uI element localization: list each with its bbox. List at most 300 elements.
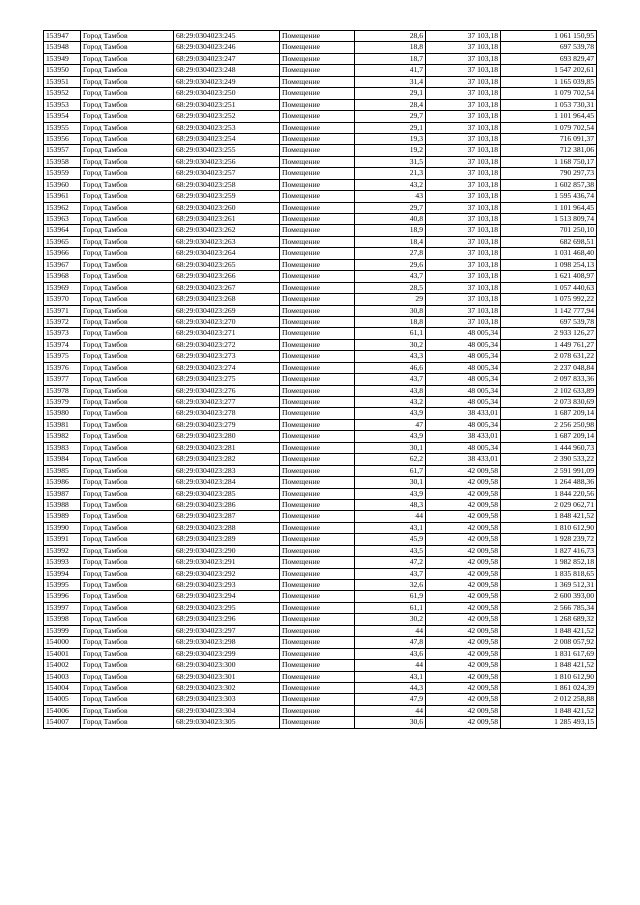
- city-name-cell: Город Тамбов: [81, 637, 174, 648]
- table-row: [44, 294, 597, 305]
- row-id-cell: 153992: [44, 545, 81, 556]
- cadastral-value-cell: 712 381,06: [501, 145, 597, 156]
- unit-value-cell: 42 009,58: [426, 591, 501, 602]
- city-name-cell: Город Тамбов: [81, 179, 174, 190]
- row-id-cell: 153994: [44, 568, 81, 579]
- unit-value-cell: 38 433,01: [426, 408, 501, 419]
- city-name-cell: Город Тамбов: [81, 465, 174, 476]
- table-row: [44, 602, 597, 613]
- object-type-cell: Помещение: [280, 534, 355, 545]
- object-type-cell: Помещение: [280, 328, 355, 339]
- table-row: [44, 397, 597, 408]
- city-name-cell: Город Тамбов: [81, 477, 174, 488]
- table-row: [44, 419, 597, 430]
- row-id-cell: 153989: [44, 511, 81, 522]
- cadastral-number-cell: 68:29:0304023:301: [174, 671, 280, 682]
- table-row: [44, 454, 597, 465]
- cadastral-value-cell: 1 810 612,90: [501, 522, 597, 533]
- unit-value-cell: 42 009,58: [426, 694, 501, 705]
- cadastral-value-cell: 1 142 777,94: [501, 305, 597, 316]
- unit-value-cell: 42 009,58: [426, 477, 501, 488]
- row-id-cell: 153973: [44, 328, 81, 339]
- area-cell: 31,5: [355, 156, 426, 167]
- area-cell: 43,3: [355, 351, 426, 362]
- city-name-cell: Город Тамбов: [81, 717, 174, 728]
- cadastral-number-cell: 68:29:0304023:297: [174, 625, 280, 636]
- cadastral-value-cell: 1 687 209,14: [501, 431, 597, 442]
- area-cell: 43,9: [355, 431, 426, 442]
- city-name-cell: Город Тамбов: [81, 431, 174, 442]
- area-cell: 29,1: [355, 122, 426, 133]
- object-type-cell: Помещение: [280, 111, 355, 122]
- city-name-cell: Город Тамбов: [81, 591, 174, 602]
- row-id-cell: 153957: [44, 145, 81, 156]
- unit-value-cell: 48 005,34: [426, 397, 501, 408]
- object-type-cell: Помещение: [280, 397, 355, 408]
- row-id-cell: 153950: [44, 65, 81, 76]
- cadastral-value-cell: 1 168 750,17: [501, 156, 597, 167]
- city-name-cell: Город Тамбов: [81, 351, 174, 362]
- row-id-cell: 153966: [44, 248, 81, 259]
- row-id-cell: 153984: [44, 454, 81, 465]
- area-cell: 19,2: [355, 145, 426, 156]
- row-id-cell: 153978: [44, 385, 81, 396]
- cadastral-number-cell: 68:29:0304023:267: [174, 282, 280, 293]
- table-row: [44, 362, 597, 373]
- object-type-cell: Помещение: [280, 133, 355, 144]
- cadastral-number-cell: 68:29:0304023:274: [174, 362, 280, 373]
- unit-value-cell: 38 433,01: [426, 454, 501, 465]
- row-id-cell: 153990: [44, 522, 81, 533]
- cadastral-value-cell: 1 595 436,74: [501, 191, 597, 202]
- unit-value-cell: 42 009,58: [426, 614, 501, 625]
- cadastral-number-cell: 68:29:0304023:304: [174, 705, 280, 716]
- table-row: [44, 259, 597, 270]
- table-row: [44, 557, 597, 568]
- cadastral-number-cell: 68:29:0304023:257: [174, 168, 280, 179]
- city-name-cell: Город Тамбов: [81, 499, 174, 510]
- cadastral-value-cell: 2 073 830,69: [501, 397, 597, 408]
- object-type-cell: Помещение: [280, 31, 355, 42]
- area-cell: 41,7: [355, 65, 426, 76]
- cadastral-number-cell: 68:29:0304023:280: [174, 431, 280, 442]
- unit-value-cell: 37 103,18: [426, 305, 501, 316]
- row-id-cell: 154001: [44, 648, 81, 659]
- city-name-cell: Город Тамбов: [81, 31, 174, 42]
- cadastral-number-cell: 68:29:0304023:247: [174, 53, 280, 64]
- object-type-cell: Помещение: [280, 580, 355, 591]
- cadastral-value-cell: 2 390 533,22: [501, 454, 597, 465]
- table-row: [44, 431, 597, 442]
- row-id-cell: 153993: [44, 557, 81, 568]
- table-row: [44, 625, 597, 636]
- cadastral-value-cell: 1 449 761,27: [501, 339, 597, 350]
- area-cell: 18,8: [355, 42, 426, 53]
- row-id-cell: 153970: [44, 294, 81, 305]
- unit-value-cell: 48 005,34: [426, 362, 501, 373]
- city-name-cell: Город Тамбов: [81, 580, 174, 591]
- unit-value-cell: 37 103,18: [426, 179, 501, 190]
- cadastral-number-cell: 68:29:0304023:276: [174, 385, 280, 396]
- cadastral-number-cell: 68:29:0304023:282: [174, 454, 280, 465]
- object-type-cell: Помещение: [280, 671, 355, 682]
- cadastral-value-cell: 1 513 809,74: [501, 214, 597, 225]
- cadastral-number-cell: 68:29:0304023:300: [174, 660, 280, 671]
- unit-value-cell: 37 103,18: [426, 225, 501, 236]
- table-row: [44, 534, 597, 545]
- table-row: [44, 545, 597, 556]
- area-cell: 44: [355, 705, 426, 716]
- unit-value-cell: 37 103,18: [426, 145, 501, 156]
- cadastral-number-cell: 68:29:0304023:283: [174, 465, 280, 476]
- cadastral-value-cell: 2 078 631,22: [501, 351, 597, 362]
- area-cell: 30,2: [355, 614, 426, 625]
- city-name-cell: Город Тамбов: [81, 648, 174, 659]
- cadastral-value-cell: 1 982 852,18: [501, 557, 597, 568]
- unit-value-cell: 37 103,18: [426, 133, 501, 144]
- area-cell: 43,2: [355, 179, 426, 190]
- table-row: [44, 614, 597, 625]
- unit-value-cell: 42 009,58: [426, 568, 501, 579]
- cadastral-value-cell: 2 591 991,09: [501, 465, 597, 476]
- table-row: [44, 591, 597, 602]
- table-row: [44, 717, 597, 728]
- object-type-cell: Помещение: [280, 156, 355, 167]
- table-row: [44, 88, 597, 99]
- object-type-cell: Помещение: [280, 202, 355, 213]
- table-row: [44, 236, 597, 247]
- cadastral-number-cell: 68:29:0304023:260: [174, 202, 280, 213]
- cadastral-value-cell: 1 264 488,36: [501, 477, 597, 488]
- cadastral-number-cell: 68:29:0304023:252: [174, 111, 280, 122]
- table-row: [44, 705, 597, 716]
- row-id-cell: 153963: [44, 214, 81, 225]
- cadastral-value-cell: 1 602 857,38: [501, 179, 597, 190]
- cadastral-value-cell: 1 075 992,22: [501, 294, 597, 305]
- object-type-cell: Помещение: [280, 65, 355, 76]
- unit-value-cell: 42 009,58: [426, 648, 501, 659]
- table-row: [44, 202, 597, 213]
- area-cell: 47,8: [355, 637, 426, 648]
- row-id-cell: 153999: [44, 625, 81, 636]
- cadastral-value-cell: 693 829,47: [501, 53, 597, 64]
- area-cell: 61,7: [355, 465, 426, 476]
- table-row: [44, 282, 597, 293]
- table-row: [44, 580, 597, 591]
- cadastral-value-table: [43, 30, 597, 729]
- city-name-cell: Город Тамбов: [81, 42, 174, 53]
- object-type-cell: Помещение: [280, 705, 355, 716]
- unit-value-cell: 37 103,18: [426, 111, 501, 122]
- unit-value-cell: 37 103,18: [426, 99, 501, 110]
- cadastral-number-cell: 68:29:0304023:285: [174, 488, 280, 499]
- area-cell: 44: [355, 625, 426, 636]
- cadastral-value-cell: 697 539,78: [501, 42, 597, 53]
- unit-value-cell: 42 009,58: [426, 682, 501, 693]
- object-type-cell: Помещение: [280, 385, 355, 396]
- table-row: [44, 374, 597, 385]
- cadastral-value-cell: 1 848 421,52: [501, 511, 597, 522]
- cadastral-value-cell: 1 079 702,54: [501, 122, 597, 133]
- city-name-cell: Город Тамбов: [81, 568, 174, 579]
- object-type-cell: Помещение: [280, 122, 355, 133]
- unit-value-cell: 37 103,18: [426, 294, 501, 305]
- row-id-cell: 154002: [44, 660, 81, 671]
- city-name-cell: Город Тамбов: [81, 65, 174, 76]
- object-type-cell: Помещение: [280, 53, 355, 64]
- object-type-cell: Помещение: [280, 682, 355, 693]
- area-cell: 29,7: [355, 111, 426, 122]
- row-id-cell: 153960: [44, 179, 81, 190]
- unit-value-cell: 42 009,58: [426, 522, 501, 533]
- unit-value-cell: 42 009,58: [426, 625, 501, 636]
- area-cell: 43,7: [355, 568, 426, 579]
- table-row: [44, 351, 597, 362]
- area-cell: 47,9: [355, 694, 426, 705]
- cadastral-number-cell: 68:29:0304023:268: [174, 294, 280, 305]
- cadastral-value-cell: 1 827 416,73: [501, 545, 597, 556]
- area-cell: 61,1: [355, 602, 426, 613]
- object-type-cell: Помещение: [280, 294, 355, 305]
- city-name-cell: Город Тамбов: [81, 694, 174, 705]
- cadastral-value-cell: 1 547 202,61: [501, 65, 597, 76]
- area-cell: 29,6: [355, 259, 426, 270]
- area-cell: 21,3: [355, 168, 426, 179]
- table-row: [44, 248, 597, 259]
- object-type-cell: Помещение: [280, 431, 355, 442]
- city-name-cell: Город Тамбов: [81, 545, 174, 556]
- area-cell: 43,9: [355, 408, 426, 419]
- row-id-cell: 153952: [44, 88, 81, 99]
- row-id-cell: 153997: [44, 602, 81, 613]
- unit-value-cell: 48 005,34: [426, 339, 501, 350]
- row-id-cell: 153996: [44, 591, 81, 602]
- unit-value-cell: 37 103,18: [426, 202, 501, 213]
- cadastral-number-cell: 68:29:0304023:264: [174, 248, 280, 259]
- cadastral-number-cell: 68:29:0304023:303: [174, 694, 280, 705]
- table-row: [44, 122, 597, 133]
- object-type-cell: Помещение: [280, 42, 355, 53]
- row-id-cell: 153972: [44, 316, 81, 327]
- area-cell: 30,1: [355, 442, 426, 453]
- unit-value-cell: 37 103,18: [426, 31, 501, 42]
- cadastral-number-cell: 68:29:0304023:273: [174, 351, 280, 362]
- object-type-cell: Помещение: [280, 316, 355, 327]
- area-cell: 45,9: [355, 534, 426, 545]
- object-type-cell: Помещение: [280, 191, 355, 202]
- area-cell: 28,4: [355, 99, 426, 110]
- city-name-cell: Город Тамбов: [81, 282, 174, 293]
- row-id-cell: 153985: [44, 465, 81, 476]
- unit-value-cell: 37 103,18: [426, 316, 501, 327]
- cadastral-number-cell: 68:29:0304023:289: [174, 534, 280, 545]
- unit-value-cell: 37 103,18: [426, 122, 501, 133]
- unit-value-cell: 37 103,18: [426, 271, 501, 282]
- cadastral-number-cell: 68:29:0304023:254: [174, 133, 280, 144]
- unit-value-cell: 42 009,58: [426, 499, 501, 510]
- cadastral-value-cell: 1 285 493,15: [501, 717, 597, 728]
- cadastral-value-cell: 1 444 960,73: [501, 442, 597, 453]
- area-cell: 29: [355, 294, 426, 305]
- table-row: [44, 660, 597, 671]
- cadastral-value-cell: 1 057 440,63: [501, 282, 597, 293]
- table-row: [44, 408, 597, 419]
- area-cell: 28,6: [355, 31, 426, 42]
- table-row: [44, 465, 597, 476]
- unit-value-cell: 48 005,34: [426, 328, 501, 339]
- cadastral-number-cell: 68:29:0304023:284: [174, 477, 280, 488]
- cadastral-number-cell: 68:29:0304023:253: [174, 122, 280, 133]
- city-name-cell: Город Тамбов: [81, 88, 174, 99]
- object-type-cell: Помещение: [280, 305, 355, 316]
- cadastral-number-cell: 68:29:0304023:302: [174, 682, 280, 693]
- cadastral-number-cell: 68:29:0304023:266: [174, 271, 280, 282]
- cadastral-number-cell: 68:29:0304023:259: [174, 191, 280, 202]
- object-type-cell: Помещение: [280, 614, 355, 625]
- cadastral-value-cell: 1 687 209,14: [501, 408, 597, 419]
- city-name-cell: Город Тамбов: [81, 259, 174, 270]
- city-name-cell: Город Тамбов: [81, 145, 174, 156]
- table-row: [44, 99, 597, 110]
- city-name-cell: Город Тамбов: [81, 111, 174, 122]
- row-id-cell: 153955: [44, 122, 81, 133]
- cadastral-number-cell: 68:29:0304023:271: [174, 328, 280, 339]
- table-row: [44, 339, 597, 350]
- city-name-cell: Город Тамбов: [81, 488, 174, 499]
- area-cell: 48,3: [355, 499, 426, 510]
- table-row: [44, 316, 597, 327]
- object-type-cell: Помещение: [280, 568, 355, 579]
- row-id-cell: 153967: [44, 259, 81, 270]
- city-name-cell: Город Тамбов: [81, 522, 174, 533]
- object-type-cell: Помещение: [280, 259, 355, 270]
- cadastral-number-cell: 68:29:0304023:281: [174, 442, 280, 453]
- unit-value-cell: 42 009,58: [426, 511, 501, 522]
- table-row: [44, 214, 597, 225]
- cadastral-number-cell: 68:29:0304023:251: [174, 99, 280, 110]
- row-id-cell: 153986: [44, 477, 81, 488]
- table-row: [44, 682, 597, 693]
- row-id-cell: 153971: [44, 305, 81, 316]
- city-name-cell: Город Тамбов: [81, 374, 174, 385]
- cadastral-value-cell: 701 250,10: [501, 225, 597, 236]
- area-cell: 47: [355, 419, 426, 430]
- cadastral-value-cell: 2 029 062,71: [501, 499, 597, 510]
- cadastral-number-cell: 68:29:0304023:269: [174, 305, 280, 316]
- city-name-cell: Город Тамбов: [81, 660, 174, 671]
- cadastral-number-cell: 68:29:0304023:279: [174, 419, 280, 430]
- city-name-cell: Город Тамбов: [81, 614, 174, 625]
- area-cell: 43,7: [355, 374, 426, 385]
- object-type-cell: Помещение: [280, 591, 355, 602]
- table-row: [44, 522, 597, 533]
- cadastral-value-cell: 1 101 964,45: [501, 202, 597, 213]
- row-id-cell: 153956: [44, 133, 81, 144]
- city-name-cell: Город Тамбов: [81, 236, 174, 247]
- unit-value-cell: 42 009,58: [426, 488, 501, 499]
- area-cell: 31,4: [355, 76, 426, 87]
- table-row: [44, 385, 597, 396]
- row-id-cell: 153976: [44, 362, 81, 373]
- cadastral-value-cell: 1 848 421,52: [501, 660, 597, 671]
- area-cell: 30,2: [355, 339, 426, 350]
- city-name-cell: Город Тамбов: [81, 248, 174, 259]
- table-row: [44, 477, 597, 488]
- row-id-cell: 154006: [44, 705, 81, 716]
- area-cell: 32,6: [355, 580, 426, 591]
- city-name-cell: Город Тамбов: [81, 705, 174, 716]
- area-cell: 43: [355, 191, 426, 202]
- unit-value-cell: 42 009,58: [426, 534, 501, 545]
- unit-value-cell: 42 009,58: [426, 705, 501, 716]
- unit-value-cell: 48 005,34: [426, 374, 501, 385]
- cadastral-value-cell: 1 165 039,85: [501, 76, 597, 87]
- object-type-cell: Помещение: [280, 545, 355, 556]
- object-type-cell: Помещение: [280, 225, 355, 236]
- row-id-cell: 153962: [44, 202, 81, 213]
- cadastral-value-cell: 1 031 468,40: [501, 248, 597, 259]
- city-name-cell: Город Тамбов: [81, 339, 174, 350]
- unit-value-cell: 37 103,18: [426, 236, 501, 247]
- object-type-cell: Помещение: [280, 454, 355, 465]
- cadastral-number-cell: 68:29:0304023:296: [174, 614, 280, 625]
- row-id-cell: 153975: [44, 351, 81, 362]
- unit-value-cell: 37 103,18: [426, 156, 501, 167]
- cadastral-number-cell: 68:29:0304023:255: [174, 145, 280, 156]
- area-cell: 30,1: [355, 477, 426, 488]
- row-id-cell: 153977: [44, 374, 81, 385]
- city-name-cell: Город Тамбов: [81, 454, 174, 465]
- unit-value-cell: 37 103,18: [426, 168, 501, 179]
- object-type-cell: Помещение: [280, 477, 355, 488]
- cadastral-value-cell: 1 098 254,13: [501, 259, 597, 270]
- cadastral-number-cell: 68:29:0304023:270: [174, 316, 280, 327]
- area-cell: 43,1: [355, 671, 426, 682]
- cadastral-value-cell: 2 566 785,34: [501, 602, 597, 613]
- area-cell: 61,1: [355, 328, 426, 339]
- city-name-cell: Город Тамбов: [81, 202, 174, 213]
- object-type-cell: Помещение: [280, 168, 355, 179]
- city-name-cell: Город Тамбов: [81, 168, 174, 179]
- cadastral-value-cell: 1 848 421,52: [501, 625, 597, 636]
- table-row: [44, 133, 597, 144]
- object-type-cell: Помещение: [280, 282, 355, 293]
- unit-value-cell: 37 103,18: [426, 282, 501, 293]
- cadastral-value-cell: 1 621 408,97: [501, 271, 597, 282]
- cadastral-number-cell: 68:29:0304023:299: [174, 648, 280, 659]
- row-id-cell: 153980: [44, 408, 81, 419]
- row-id-cell: 153987: [44, 488, 81, 499]
- cadastral-value-cell: 790 297,73: [501, 168, 597, 179]
- unit-value-cell: 42 009,58: [426, 557, 501, 568]
- cadastral-value-cell: 2 008 057,92: [501, 637, 597, 648]
- table-row: [44, 65, 597, 76]
- area-cell: 43,6: [355, 648, 426, 659]
- table-row: [44, 694, 597, 705]
- area-cell: 29,7: [355, 202, 426, 213]
- object-type-cell: Помещение: [280, 442, 355, 453]
- cadastral-number-cell: 68:29:0304023:288: [174, 522, 280, 533]
- cadastral-value-cell: 1 835 818,65: [501, 568, 597, 579]
- object-type-cell: Помещение: [280, 236, 355, 247]
- unit-value-cell: 37 103,18: [426, 53, 501, 64]
- city-name-cell: Город Тамбов: [81, 294, 174, 305]
- unit-value-cell: 48 005,34: [426, 419, 501, 430]
- cadastral-number-cell: 68:29:0304023:250: [174, 88, 280, 99]
- cadastral-number-cell: 68:29:0304023:286: [174, 499, 280, 510]
- object-type-cell: Помещение: [280, 248, 355, 259]
- row-id-cell: 154000: [44, 637, 81, 648]
